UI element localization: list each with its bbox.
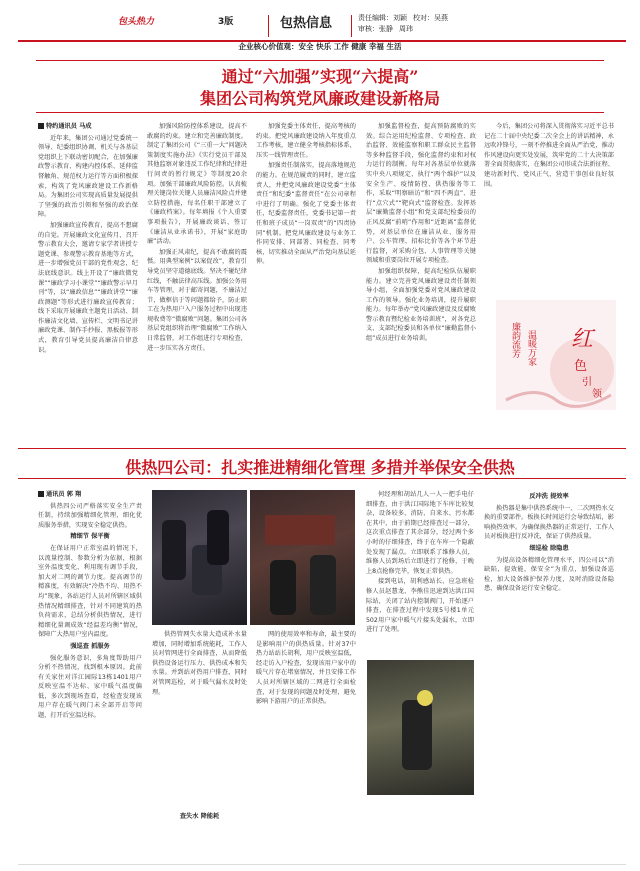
article1-title-line2: 集团公司构筑党风廉政建设新格局 — [199, 89, 440, 108]
footer-rule — [18, 864, 626, 865]
section-rule — [18, 478, 626, 479]
photo-figure — [162, 520, 186, 580]
bullet-icon — [38, 491, 44, 497]
title-rule — [36, 112, 604, 113]
title-rule — [36, 60, 604, 61]
masthead-divider — [268, 15, 269, 37]
article1-paragraph: 加强党委主体责任，提高考核的约束。把党风廉政建设纳入年度重点工作考核，建立健全考核指标体系，压实一线管理责任。 — [256, 123, 356, 159]
page-name: 包热信息 — [280, 16, 333, 31]
article1-title-line1: 通过“六加强”实现“六提高” — [221, 67, 419, 86]
svg-text:领: 领 — [592, 389, 602, 400]
article2-paragraph: 在保证用户正常室温的情况下，以流量控制、参数分析为依据，根据室外温度变化，利用现有调节手段，加大对二网的调节力度。提高调节的精准度，有效解决“冷热不均、用热不均”现象，各站运行人员对所辖区域供热情况精细排查，针对不同建筑的热负荷需求，总结分析供热情况，进行精细化量调成效“经温差均衡”情况，保障广大热用户室内温度。 — [38, 544, 142, 639]
brand-name: 包头热力 — [118, 17, 155, 27]
article1-paragraph: 加强组织保障，提高纪检队伍履职能力。建立完善党风廉政建设责任制领导小组，全面加强党委对党风廉政建设工作的领导。强化业务培训，提升履职能力。每年举办“党风廉政建设及反腐败警示教育暨纪检业务培训班”，对各党总支、支部纪检委员和各单位“廉勤监督小组”成员进行业务培训。 — [366, 267, 476, 343]
article2-column-1 — [38, 490, 142, 860]
calligraphy-artwork — [496, 300, 616, 410]
article2-subhead: 反冲洗 提效率 — [529, 493, 569, 500]
article1-column-5 — [484, 122, 614, 292]
article2-column-5 — [484, 490, 614, 860]
bullet-icon — [38, 123, 44, 129]
article1-column-3 — [256, 122, 356, 442]
edition-number: 3版 — [218, 17, 234, 27]
article2-subhead-block — [152, 810, 247, 860]
credits — [358, 13, 454, 35]
article2-title: 供热四公司：扎实推进精细化管理 多措并举保安全供热 — [125, 458, 515, 477]
article1-paragraph: 加强责任制落实，提高落地规范的能力。在规范履责的同时，建立监责人，并把党风廉政建设党委“主体责任”和纪委“监督责任”在公司章程中进行了明确。强化了党委主体责任，纪委监督责任，党委书记第一责任和班子成员“一岗双责”的“四责协同”机制。把党风廉政建设与业务工作同安排、同部署、同检查、同考核，切实推动全面从严治党向基层延伸。 — [256, 162, 356, 266]
masthead-divider — [351, 15, 352, 37]
photo-equipment-shape — [265, 515, 335, 545]
article2-paragraph: 网的使用效率和寿命，最主要的是影响用户的供热质量。针对37中热力站站长胡利，用户反映室温低，经走访入户检查，发现该用户家中的暖气片存在堵塞情况，并且安排工作人员对所辖区域的二网进行全面检查，对于发现的问题及时处理，避免影响下游用户的正常供热。 — [256, 631, 356, 706]
masthead — [18, 12, 626, 42]
article1-paragraph: 加强正风肃纪，提高不敢腐的震慑。用典型案例“以案促改”，教育引导党员坚守道德底线。坚决不碰纪律红线，不触法律高压线。加强公务用车等管理，对于邮寄问题，不廉洁过节，做框信于等问题都给予，防止职工在为热用户入户服务过程中出现违规收费等“微腐败”问题。集团公司各基层党组织将治理“微腐败”工作纳入日常监督，对工作组进行专项检查，进一步压实各方责任。 — [147, 248, 247, 352]
core-values: 企业核心价值观：安全 快乐 工作 健康 幸福 生活 — [238, 42, 402, 51]
article1-paragraph: 加强廉政宣传教育，提高不想腐的自觉。开展廉政文化宣传月，召开警示教育大会，邀请专家学者讲授专题党课、参观警示教育基地等方式，进一步增强党员干部的党性观念，纪法底线意识。线上开设了“廉政微党课”“廉政学习小课堂”“廉政警示早月刊”等，以“廉政信息”“廉政讲堂”“廉政测题”等形式进行廉政宣传教育；线下采取开展廉政主题党日活动、制作廉洁文化墙、宣传栏、文明书记讲廉政党课、制作手抄报、黑板报等形式，教育引导党员提高廉洁自律意识。 — [38, 221, 138, 354]
article2-subhead: 精细节 保平衡 — [70, 533, 110, 541]
photo-helmet — [417, 690, 433, 706]
photo-figure — [207, 510, 229, 565]
article2-subhead: 查失水 降能耗 — [179, 813, 220, 820]
svg-text:红: 红 — [571, 327, 594, 352]
article2-paragraph: 为提高设备精细化管理水平，四公司以“消缺陷，提效能，保安全”为重点，加强设备巡检，加大设备维护保养力度，及时消除设备隐患，确保设备运行安全稳定。 — [484, 556, 614, 593]
svg-text:色: 色 — [574, 359, 588, 374]
article2-paragraph: 强化服务意识，多角度帮助用户分析不热情况，找到根本原因。此前有关家住对洋江园际13栋1401用户反映室温不达标、家中暖气温度偏低，多次到现场查看，经检查发现该用户存在暖气阀门未全部开启等问题，打开后室温达标。 — [38, 654, 142, 720]
article2-paragraph: 供热管网失水量大造成补水量增加，同时增加系统能耗，工作人员对管网进行全面排查，从而降低供热设备运行压力、供热成本和失水量。并到站对热用户排查，同时对管网巡检，对于暖气漏水及时处理。 — [152, 631, 247, 696]
layout-credit: 周玮 — [399, 25, 413, 33]
photo-figure — [310, 555, 336, 615]
review-credit: 审核：张静 — [358, 25, 393, 33]
article1-column-4 — [366, 122, 476, 442]
proof-credit: 校对：吴燕 — [413, 14, 448, 22]
article2-intro: 供热四公司严格落实安全生产责任制，持续加强精细化管理，细化优质服务举措，实现安全稳定供热。 — [38, 502, 142, 529]
photo-pipe-inspection — [367, 660, 474, 795]
art-caption-2: 温暖万家 — [526, 330, 536, 366]
photo-figure — [402, 700, 432, 770]
photo-inspection — [152, 490, 247, 625]
article2-paragraph: 换热器是集中供热系统中一、二次网热水交换的重要部件。板换长时间运行会导致结垢，影响换热效率。为确保换热器的正常运行，工作人员对板换进行反冲洗，保证了供热质量。 — [484, 504, 614, 541]
article2-column-3 — [256, 630, 356, 860]
article2-byline: 通讯员 郭 翔 — [38, 490, 142, 500]
section-rule — [18, 448, 626, 449]
article1-paragraph: 近年来，集团公司通过党委统一领导、纪委组织协调、机关与各基层党组织上下联动密切配合，在加强廉政警示教育、构建内控体系、延伸监督触角、规范权力运行等方面积极探索，构筑了党风廉政建设工作新格局。为集团公司实现高质量发展提供了坚强的政治引领和坚强的政治保障。 — [38, 134, 138, 219]
article1-column-1 — [38, 122, 138, 442]
article2-subhead: 细巡检 除隐患 — [529, 544, 569, 552]
article1-paragraph: 加强监督检查，提高预防腐败的实效。综合运用纪检监督、专项检查、政治监督、效能监察和职工群众民主监督等多种监督手段，强化监督约束和对权力运行的制衡。每年对各基层单位就落实中央八项规定、执行“两个维护”以及安全生产、疫情防控、供热服务等工作，采取“明察暗访”和“四不两直”、进行“点穴式”“靶向式”监督检查。发挥基层“廉勤监督小组”和党支部纪检委员的正风反腐“前哨”作用和“近距离”监督优势，对基层单位在廉洁从业、服务用户、公车管理、招标比价等各个环节进行监督，对采购分包、人事管理等关键领域和重要岗位开展专项检查。 — [366, 123, 476, 265]
article2-subhead: 强巡查 抓服务 — [70, 642, 110, 650]
photo-figure — [270, 560, 296, 615]
art-caption-1: 廉韵流芳 — [510, 322, 520, 358]
svg-text:引: 引 — [582, 377, 592, 388]
article1-paragraph: 加强风险防控体系建设，提高不敢腐的约束。建立和完善廉政制度。制定了集团公司《“三重一大”问题决策制度实施办法》《实行党员干部及其他监察对象违反工作纪律和纪律进行问责的暂行规定》等制度20余项。加强干部廉政风险防控。认真梳理关键岗位关键人员廉洁风险点并建立防控措施，每名任职干部建立了《廉政档案》。每年填报《个人重要事项报告》，开展廉政谈话、签订《廉洁从业承诺书》，开展“家庭助廉”活动。 — [147, 123, 247, 246]
article2-paragraph: 何经理和胡站几人一人一把手电仔细排查，由于洪江国际地下车库比较复杂，设备较多，消防、自来水、污水都在其中，由于前期已经排查过一部分，这次重点排查了其余部分，经过两个多小时的仔细排查，终于在车库一个隐蔽处发现了漏点。立即联系了维修人员，维修人员到场后立即进行了抢修，于晚上8点抢修完毕，恢复正常供热。 — [366, 491, 474, 575]
article1-byline: 特约通讯员 马成 — [38, 122, 138, 132]
article1-column-2 — [147, 122, 247, 442]
article1-paragraph: 今后，集团公司将深入贯彻落实习近平总书记在二十届中央纪委二次全会上的讲话精神，永远吹冲锋号，一刻不停推进全面从严治党，推动作风建设向更实处发展，筑牢党的二十大决策部署全面贯彻落实，在集团公司形成合法新征程、建功新时代、党风正气，营造干事创业良好氛围。 — [484, 123, 614, 188]
photo-equipment — [250, 490, 355, 625]
editor-credit: 责任编辑：刘颖 — [358, 14, 407, 22]
article2-paragraph: 接到电话，胡利感站长、应急班检修人员赵慧龙、李熊佳迅速到达洪江国际站，关闭了站内控制阀门，开始逐户排查，在排查过程中发现5号楼1单元502用户家中暖气片接头处漏水，立即进行了处理。 — [366, 578, 474, 634]
